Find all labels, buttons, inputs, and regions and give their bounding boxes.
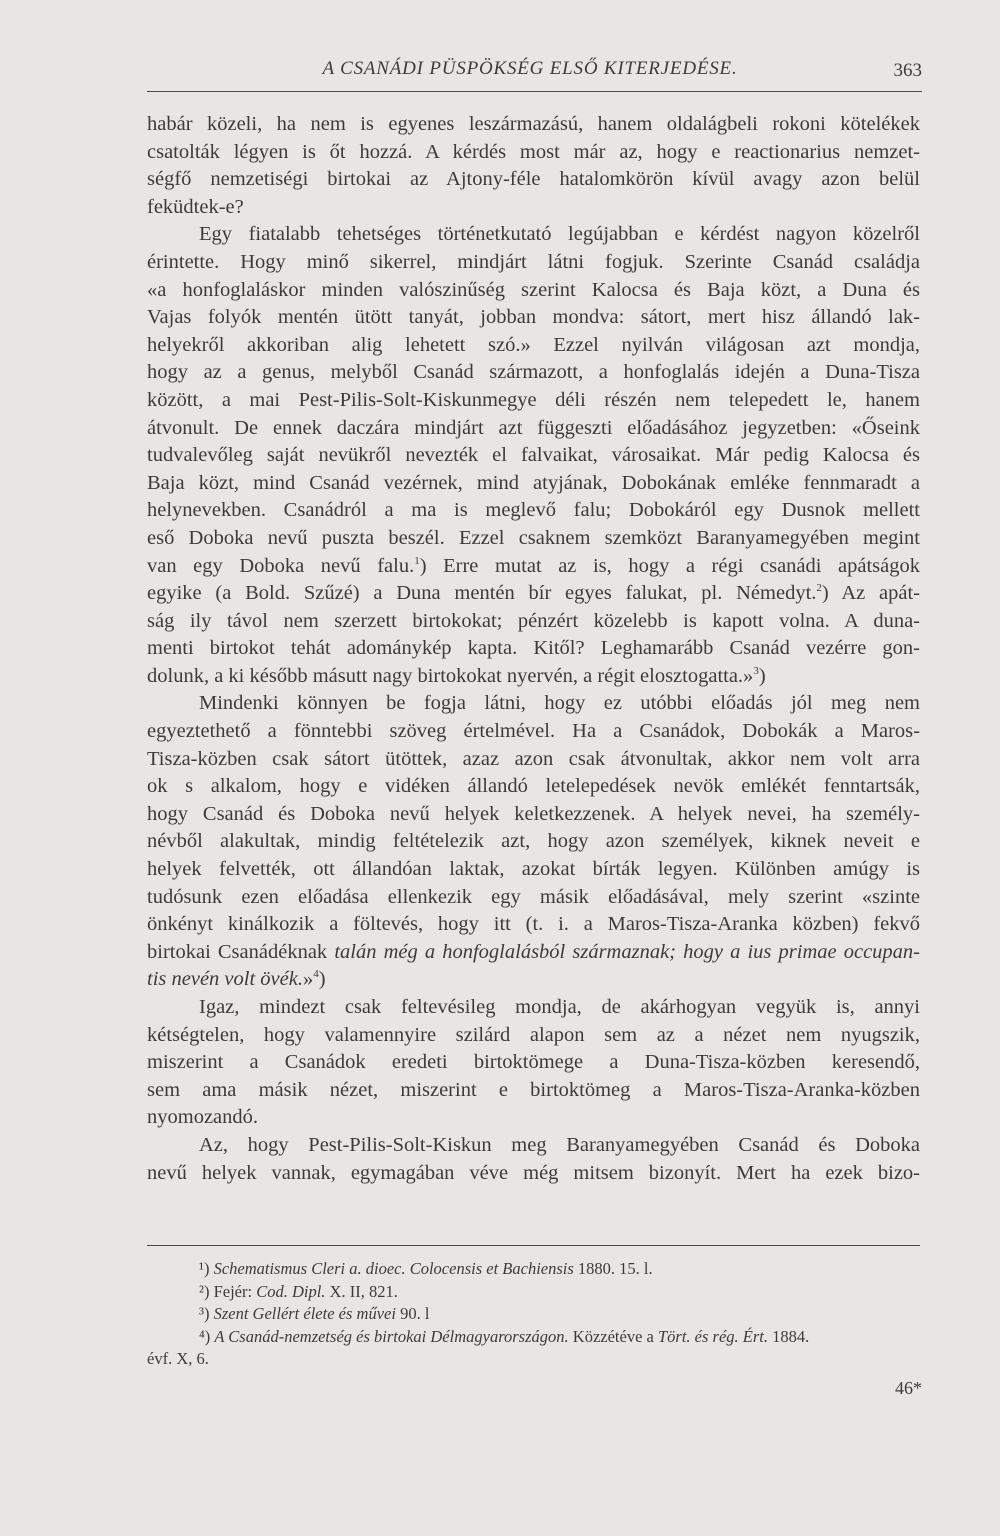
text-line: Igaz, mindezt csak feltevésileg mondja, de akárhogyan vegyük is, annyi bbox=[199, 996, 920, 1018]
footnote-3: ³) Szent Gellért élete és művei 90. l bbox=[199, 1304, 430, 1323]
text-line: habár közeli, ha nem is egyenes leszármazású, hanem oldalágbeli rokoni kötelékek bbox=[147, 113, 920, 135]
text-line: Mindenki könnyen be fogja látni, hogy ez utóbbi előadás jól meg nem bbox=[199, 692, 920, 715]
text-line: eső Doboka nevű puszta beszél. Ezzel csaknem szemközt Baranyamegyében megint bbox=[147, 526, 920, 549]
footnote-4-continuation: évf. X, 6. bbox=[147, 1349, 209, 1368]
main-text bbox=[147, 111, 920, 1187]
text-line: egyeztethető a fönntebbi szöveg értelmével. Ha a Csanádok, Dobokák a Maros- bbox=[147, 720, 920, 743]
italic-quote: talán még a honfoglalásból származnak; hogy a ius primae occupan- bbox=[334, 940, 920, 963]
text-line: Egy fiatalabb tehetséges történetkutató legújabban e kérdést nagyon közelről bbox=[199, 223, 920, 246]
footnote-ref: 1 bbox=[414, 554, 420, 567]
text-line: birtokai Csanádéknak talán még a honfoglalásból származnak; hogy a ius primae occupan- bbox=[147, 940, 920, 963]
page-number: 363 bbox=[893, 60, 922, 81]
text-line: átvonult. De ennek daczára mindjárt azt függeszti előadásához jegyzetben: «Őseink bbox=[147, 416, 920, 439]
text-line: helyekről akkoriban alig lehetett szó.» Ezzel nyilván világosan azt mondja, bbox=[147, 333, 920, 356]
text-line: van egy Doboka nevű falu.$^1$) Erre mutat az is, hogy a régi csanádi apátságok bbox=[147, 554, 920, 577]
text-line: csatolták légyen is őt hozzá. A kérdés most már az, hogy e reactionarius nemzet- bbox=[147, 140, 920, 163]
text-line: érintette. Hogy minő sikerrel, mindjárt látni fogjuk. Szerinte Csanád családja bbox=[147, 250, 920, 273]
text-line: menti birtokot tehát adománykép kapta. Kitől? Leghamarább Csanád vezérre gon- bbox=[147, 637, 920, 660]
footnote-2: ²) Fejér: Cod. Dipl. X. II, 821. bbox=[199, 1281, 398, 1301]
footnotes bbox=[147, 1258, 920, 1371]
text-line: Az, hogy Pest-Pilis-Solt-Kiskun meg Baranyamegyében Csanád és Doboka bbox=[199, 1133, 920, 1156]
text-line: ság ily távol nem szerzett birtokokat; pénzért közelebb is kapott volna. A duna- bbox=[147, 609, 920, 632]
text-line: feküdtek-e? bbox=[147, 195, 244, 218]
text-line: sem ama másik nézet, miszerint e birtoktömeg a Maros-Tisza-Aranka-közben bbox=[147, 1078, 920, 1101]
text-line: dolunk, a ki később másutt nagy birtokokat nyervén, a régit elosztogatta.»$^3$) bbox=[147, 664, 766, 687]
footnote-rule bbox=[147, 1245, 920, 1246]
text-line: hogy az a genus, melyből Csanád származott, a honfoglalás idején a Duna-Tisza bbox=[147, 361, 920, 384]
text-line: Baja közt, mind Csanád vezérnek, mind atyjának, Dobokának emléke fennmaradt a bbox=[147, 471, 920, 494]
text-line: Tisza-közben csak sátort ütöttek, azaz azon csak átvonultak, akkor nem volt arra bbox=[147, 747, 920, 770]
footnote-ref: 3 bbox=[753, 665, 759, 678]
text-line: között, a mai Pest-Pilis-Solt-Kiskunmegye déli részén nem telepedett le, hanem bbox=[147, 388, 920, 411]
running-header-title: A CSANÁDI PÜSPÖKSÉG ELSŐ KITERJEDÉSE. bbox=[322, 58, 738, 79]
footnote-ref: 4 bbox=[313, 968, 319, 981]
text-line: Vajas folyók mentén ütött tanyát, jobban mondva: sátort, mert hisz állandó lak- bbox=[147, 306, 920, 329]
text-line: önkényt kinálkozik a föltevés, hogy itt (t. i. a Maros-Tisza-Aranka közben) fekvő bbox=[147, 913, 920, 936]
text-line: miszerint a Csanádok eredeti birtoktömege a Duna-Tisza-közben keresendő, bbox=[147, 1051, 920, 1074]
footnote-4: ⁴) A Csanád-nemzetség és birtokai Délmagyarországon. Közzétéve a Tört. és rég. Ért. 1884. bbox=[199, 1326, 810, 1346]
printer-signature-mark: 46* bbox=[895, 1378, 922, 1398]
text-line: ségfő nemzetiségi birtokai az Ajtony-féle hatalomkörön kívül avagy azon belül bbox=[147, 168, 920, 191]
text-line: nevű helyek vannak, egymagában véve még mitsem bizonyít. Mert ha ezek bizo- bbox=[147, 1161, 920, 1184]
text-line: kétségtelen, hogy valamennyire szilárd alapon sem az a nézet nem nyugszik, bbox=[147, 1023, 920, 1046]
text-line: tudvalevőleg saját nevükről nevezték el falvaikat, városaikat. Már pedig Kalocsa és bbox=[147, 444, 920, 467]
text-line: tis nevén volt övék.»$^4$) bbox=[147, 968, 326, 991]
footnote-1: ¹) Schematismus Cleri a. dioec. Colocensis et Bachiensis 1880. 15. l. bbox=[199, 1259, 653, 1278]
header-rule bbox=[147, 91, 922, 92]
text-line: helynevekben. Csanádról a ma is meglevő falu; Dobokáról egy Dusnok mellett bbox=[147, 499, 920, 522]
text-line: «a honfoglaláskor minden valószinűség szerint Kalocsa és Baja közt, a Duna és bbox=[147, 278, 920, 301]
italic-quote: tis nevén volt övék. bbox=[147, 968, 303, 991]
text-line: hogy Csanád és Doboka nevű helyek keletkezzenek. A helyek nevei, ha személy- bbox=[147, 802, 920, 825]
footnote-ref: 2 bbox=[816, 582, 822, 595]
text-line: névből alakultak, mindig feltételezik azt, hogy azon személyek, kiknek neveit e bbox=[147, 830, 920, 853]
text-line: nyomozandó. bbox=[147, 1106, 259, 1129]
text-line: tudósunk ezen előadása ellenkezik egy másik előadásával, mely szerint «szinte bbox=[147, 885, 920, 908]
text-line: egyike (a Bold. Szűzé) a Duna mentén bír egyes falukat, pl. Némedyt.$^2$) Az apát- bbox=[147, 582, 920, 605]
text-line: helyek felvették, ott állandóan laktak, azokat bírták legyen. Különben amúgy is bbox=[147, 858, 920, 881]
text-line: ok s alkalom, hogy e vidéken állandó letelepedések nevök emlékét fenntartsák, bbox=[147, 775, 920, 798]
